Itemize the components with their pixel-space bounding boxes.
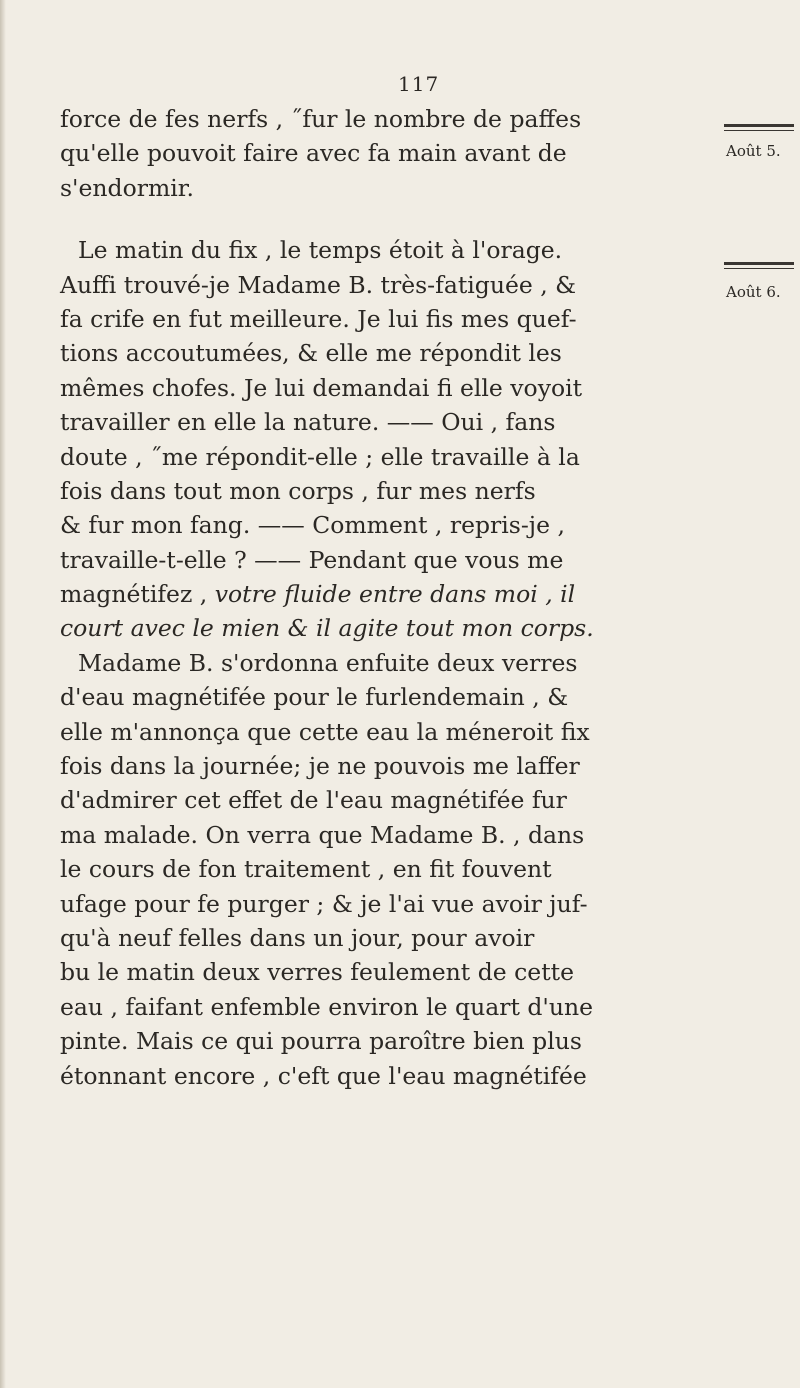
text-line: fa crife en fut meilleure. Je lui fis mes quef-	[60, 304, 577, 333]
text-line-mixed	[60, 577, 720, 611]
text-span: magnétifez ,	[60, 580, 208, 609]
text-line: pinte. Mais ce qui pourra paroître bien plus	[60, 1027, 582, 1056]
margin-rule-middle	[724, 262, 794, 265]
text-line: le cours de fon traitement , en fit fouvent	[60, 855, 552, 884]
body-text	[60, 102, 720, 1093]
text-line: Le matin du fix , le temps étoit à l'orage.	[78, 236, 563, 265]
text-line: force de fes nerfs , ˝fur le nombre de paffes	[60, 105, 582, 133]
text-line: Auffi trouvé-je Madame B. très-fatiguée , &	[60, 270, 577, 299]
text-line: doute , ˝me répondit-elle ; elle travaille à la	[60, 442, 580, 471]
text-line: s'endormir.	[60, 173, 194, 202]
text-line: ma malade. On verra que Madame B. , dans	[60, 820, 585, 849]
margin-rule-middle-thin	[724, 268, 794, 269]
text-line: fois dans la journée; je ne pouvois me laffer	[60, 752, 580, 781]
text-line: qu'à neuf felles dans un jour, pour avoir	[60, 923, 535, 952]
text-line: d'admirer cet effet de l'eau magnétifée fur	[60, 786, 567, 815]
page-number: 117	[398, 72, 440, 96]
text-line: Madame B. s'ordonna enfuite deux verres	[78, 648, 578, 677]
text-line: travailler en elle la nature. —— Oui , fans	[60, 408, 556, 437]
text-line-italic: court avec le mien & il agite tout mon corps.	[60, 614, 594, 643]
margin-date-note: Août 6.	[726, 283, 781, 301]
text-line: d'eau magnétifée pour le furlendemain , &	[60, 683, 569, 712]
text-line: elle m'annonça que cette eau la méneroit fix	[60, 717, 590, 746]
text-line: étonnant encore , c'eft que l'eau magnétifée	[60, 1061, 587, 1090]
text-line: ufage pour fe purger ; & je l'ai vue avoir juf-	[60, 889, 588, 918]
text-line: mêmes chofes. Je lui demandai fi elle voyoit	[60, 373, 583, 402]
margin-date-note: Août 5.	[726, 142, 781, 160]
text-line: fois dans tout mon corps , fur mes nerfs	[60, 476, 536, 505]
text-line: tions accoutumées, & elle me répondit les	[60, 339, 562, 368]
text-line: bu le matin deux verres feulement de cette	[60, 958, 574, 987]
text-line: qu'elle pouvoit faire avec fa main avant de	[60, 139, 567, 168]
margin-rule-top-thin	[724, 130, 794, 131]
page-binding-shadow	[0, 0, 6, 1388]
italic-span: votre fluide entre dans moi , il	[214, 580, 576, 609]
margin-rule-top	[724, 124, 794, 127]
text-line: & fur mon fang. —— Comment , repris-je ,	[60, 511, 565, 540]
text-line: travaille-t-elle ? —— Pendant que vous me	[60, 545, 564, 574]
text-line: eau , faifant enfemble environ le quart d'une	[60, 992, 594, 1021]
